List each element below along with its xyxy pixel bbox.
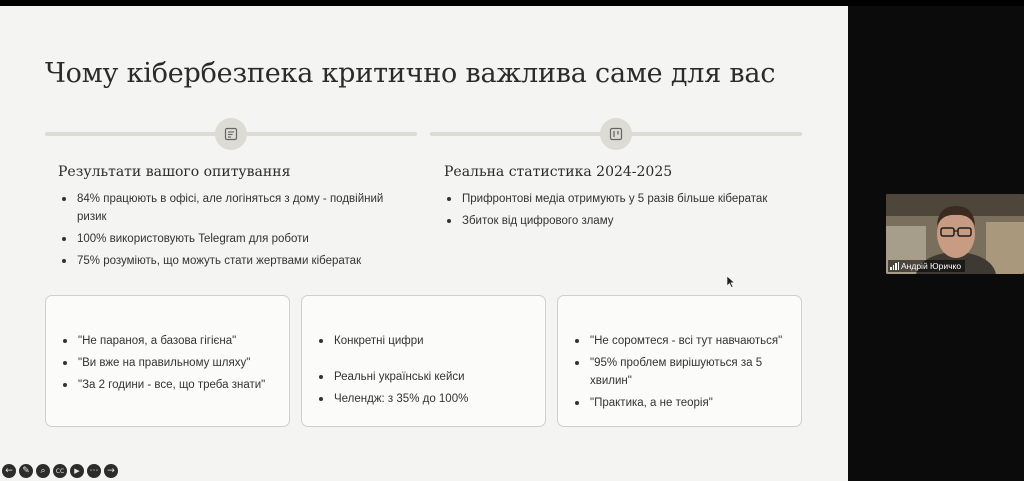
statistics-list [445,190,795,234]
survey-icon [215,118,247,150]
signal-strength-icon [890,262,899,270]
list-item: 75% розуміють, що можуть стати жертвами кібератак [60,252,400,270]
card-encouragement [557,295,802,427]
list-item: 84% працюють в офісі, але логіняться з дому - подвійний ризик [60,190,400,226]
participant-video[interactable] [886,194,1024,274]
magnifier-icon[interactable]: ⌕ [36,464,50,478]
arrow-left-icon[interactable]: ← [2,464,16,478]
list-item: Збиток від цифрового зламу [445,212,795,230]
list-item: Челендж: з 35% до 100% [318,390,538,408]
survey-heading: Результати вашого опитування [58,164,291,180]
card-facts [301,295,546,427]
arrow-right-icon[interactable]: → [104,464,118,478]
list-item: 100% використовують Telegram для роботи [60,230,400,248]
more-icon[interactable]: ⋯ [87,464,101,478]
mouse-cursor-icon [727,276,735,288]
captions-icon[interactable]: CC [53,464,67,478]
camera-icon[interactable]: ▶ [70,464,84,478]
list-item: Прифронтові медіа отримують у 5 разів більше кібератак [445,190,795,208]
slide-title: Чому кібербезпека критично важлива саме для вас [45,58,776,89]
list-item: Реальні українські кейси [318,368,538,386]
list-item: "Ви вже на правильному шляху" [62,354,282,372]
list-item: "За 2 години - все, що треба знати" [62,376,282,394]
presentation-slide [0,6,848,481]
survey-list [60,190,400,274]
statistics-heading: Реальна статистика 2024-2025 [444,164,673,180]
list-item: "Практика, а не теорія" [574,394,794,412]
pen-icon[interactable]: ✎ [19,464,33,478]
presentation-toolbar [2,463,118,479]
list-item: Конкретні цифри [318,332,538,350]
list-item: "Не соромтеся - всі тут навчаються" [574,332,794,350]
statistics-icon [600,118,632,150]
list-item: "95% проблем вирішуються за 5 хвилин" [574,354,794,390]
participant-name: Андрій Юричко [901,261,962,271]
card-reassurance [45,295,290,427]
participant-name-label [888,260,965,272]
list-item: "Не параноя, а базова гігієна" [62,332,282,350]
